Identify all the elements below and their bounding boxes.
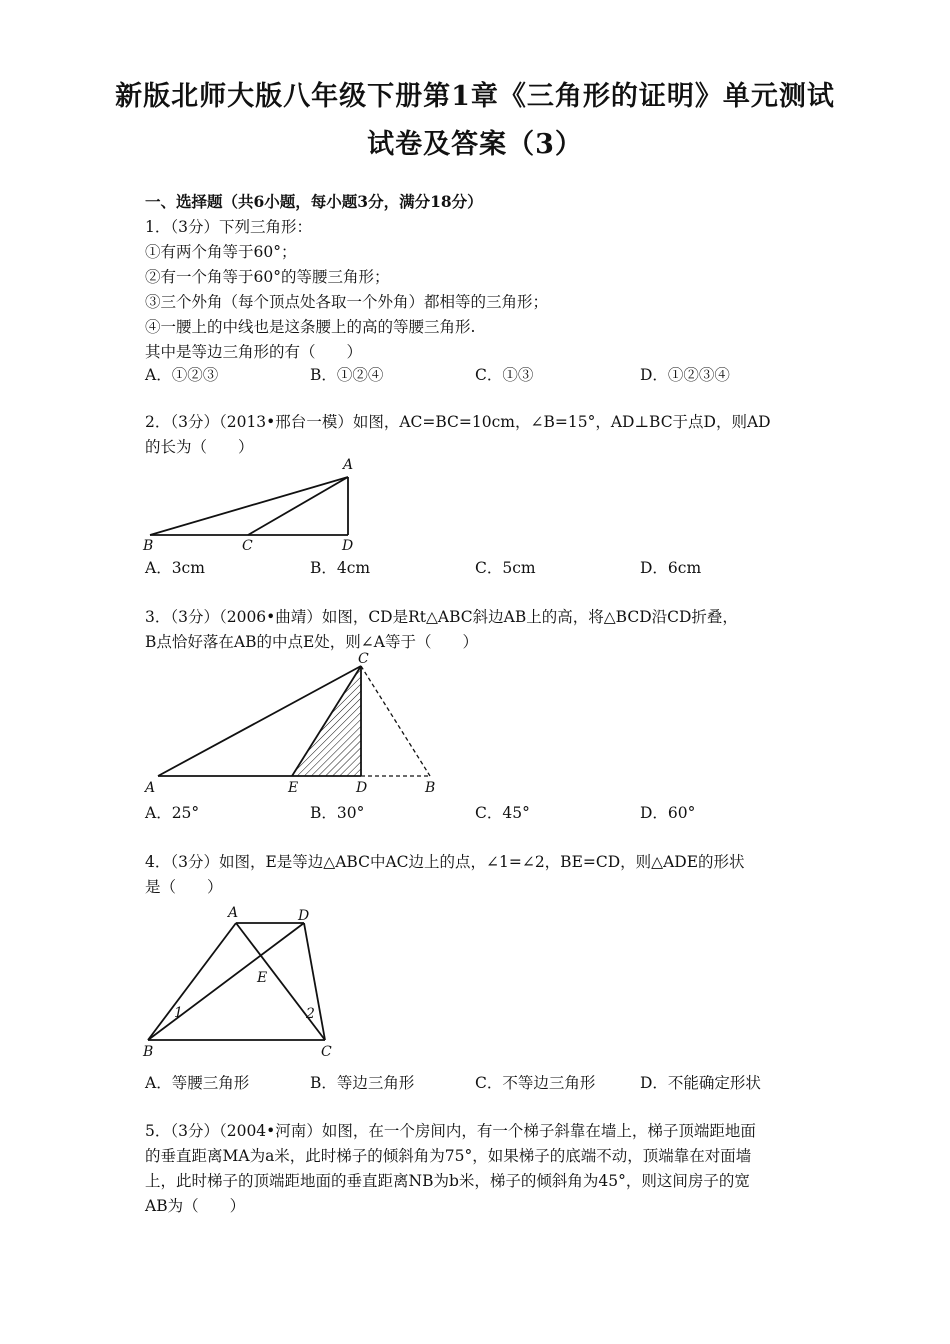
page-title-line-2: 试卷及答案（3） [367, 129, 583, 160]
q4-stem-line-1: 4．（3分）如图，E是等边△ABC中AC边上的点，∠1=∠2，BE=CD，则△ADE的形状 [145, 853, 745, 871]
q1-option-b: B．①②④ [310, 366, 384, 384]
q5-stem-line-1: 5．（3分）（2004•河南）如图，在一个房间内，有一个梯子斜靠在墙上，梯子顶端距地面 [145, 1122, 756, 1140]
q2-option-d: D．6cm [640, 559, 702, 577]
q4-label-c: C [321, 1044, 332, 1060]
q3-stem-line-2: B点恰好落在AB的中点E处，则∠A等于（ ） [145, 633, 478, 651]
q2-option-b: B．4cm [310, 559, 371, 577]
q5-stem-line-4: AB为（ ） [145, 1197, 246, 1215]
q3-label-b: B [425, 780, 436, 796]
q2-option-c: C．5cm [475, 559, 536, 577]
q4-angle-1: 1 [174, 1005, 183, 1021]
q3-label-c: C [358, 651, 369, 667]
q2-option-a: A．3cm [145, 559, 205, 577]
q2-label-b: B [143, 538, 154, 554]
q1-item: ②有一个角等于60°的等腰三角形； [145, 268, 390, 286]
q4-label-d: D [298, 908, 310, 924]
q1-option-c: C．①③ [475, 366, 534, 384]
q1-question: 其中是等边三角形的有（ ） [145, 343, 363, 361]
q4-label-e: E [257, 970, 268, 986]
q3-label-a: A [145, 780, 156, 796]
q3-option-a: A．25° [145, 804, 200, 822]
q1-item: ①有两个角等于60°； [145, 243, 297, 261]
q4-stem-line-2: 是（ ） [145, 878, 223, 896]
page-title-line-1: 新版北师大版八年级下册第1章《三角形的证明》单元测试 [115, 81, 835, 112]
q4-figure [140, 900, 350, 1060]
q3-figure [140, 650, 450, 800]
q2-stem-line-1: 2．（3分）（2013•邢台一模）如图，AC=BC=10cm，∠B=15°，AD⊥BC于点D，则AD [145, 413, 771, 431]
q1-stem: 1．（3分）下列三角形： [145, 218, 312, 236]
q4-label-b: B [143, 1044, 154, 1060]
section-heading: 一、选择题（共6小题，每小题3分，满分18分） [145, 192, 483, 211]
q1-item: ③三个外角（每个顶点处各取一个外角）都相等的三角形； [145, 293, 549, 311]
q3-option-c: C．45° [475, 804, 530, 822]
q2-label-d: D [342, 538, 354, 554]
q2-figure [140, 455, 370, 555]
q3-option-d: D．60° [640, 804, 696, 822]
q4-label-a: A [228, 905, 239, 921]
q3-option-b: B．30° [310, 804, 365, 822]
q1-option-d: D．①②③④ [640, 366, 730, 384]
q5-stem-line-2: 的垂直距离MA为a米，此时梯子的倾斜角为75°，如果梯子的底端不动，顶端靠在对面墙 [145, 1147, 752, 1165]
q4-option-c: C．不等边三角形 [475, 1074, 596, 1092]
q1-item: ④一腰上的中线也是这条腰上的高的等腰三角形. [145, 318, 476, 336]
q4-option-a: A．等腰三角形 [145, 1074, 250, 1092]
q2-label-a: A [343, 457, 354, 473]
q2-label-c: C [242, 538, 253, 554]
q4-option-b: B．等边三角形 [310, 1074, 415, 1092]
q1-option-a: A．①②③ [145, 366, 219, 384]
q3-stem-line-1: 3．（3分）（2006•曲靖）如图，CD是Rt△ABC斜边AB上的高，将△BCD沿CD折叠， [145, 608, 738, 626]
q3-label-d: D [356, 780, 368, 796]
q2-stem-line-2: 的长为（ ） [145, 438, 254, 456]
q3-label-e: E [288, 780, 299, 796]
q5-stem-line-3: 上，此时梯子的顶端距地面的垂直距离NB为b米，梯子的倾斜角为45°，则这间房子的宽 [145, 1172, 750, 1190]
q4-angle-2: 2 [306, 1006, 315, 1022]
q4-option-d: D．不能确定形状 [640, 1074, 761, 1092]
